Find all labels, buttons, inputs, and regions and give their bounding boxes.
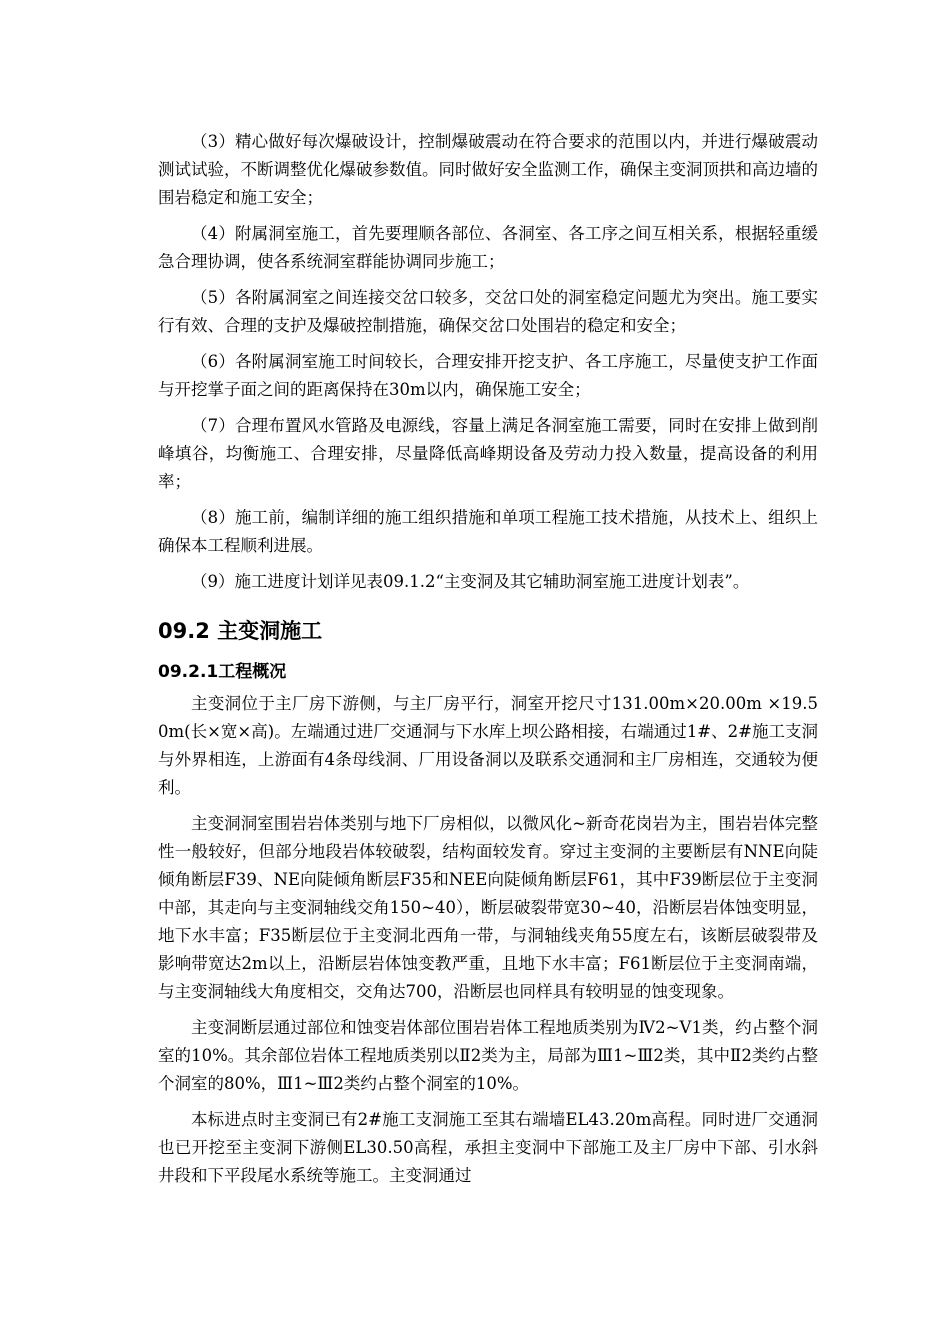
measure-item-8: （8）施工前，编制详细的施工组织措施和单项工程施工技术措施，从技术上、组织上确保本工程顺利进展。 bbox=[158, 508, 818, 555]
measure-item-9: （9）施工进度计划详见表09.1.2“主变洞及其它辅助洞室施工进度计划表”。 bbox=[191, 572, 750, 591]
body-paragraph-geology: 主变洞洞室围岩岩体类别与地下厂房相似，以微风化~新奇花岗岩为主，围岩岩体完整性一般较好，但部分地段岩体较破裂，结构面较发育。穿过主变洞的主要断层有NNE向陡倾角断层F39、NE向陡倾角断层F35和NEE向陡倾角断层F61，其中F39断层位于主变洞中部，其走向与主变洞轴线交角150~40），断层破裂带宽30~40，沿断层岩体蚀变明显，地下水丰富；F35断层位于主变洞北西角一带，与洞轴线夹角55度左右，该断层破裂带及影响带宽达2m以上，沿断层岩体蚀变教严重，且地下水丰富；F61断层位于主变洞南端，与主变洞轴线大角度相交，交角达700，沿断层也同样具有较明显的蚀变现象。 bbox=[158, 814, 818, 1001]
body-paragraph-overview: 主变洞位于主厂房下游侧，与主厂房平行，洞室开挖尺寸131.00m×20.00m ×19.50m(长×宽×高)。左端通过进厂交通洞与下水库上坝公路相接，右端通过1#、2#施工支洞与外界相连，上游面有4条母线洞、厂用设备洞以及联系交通洞和主厂房相连，交通较为便利。 bbox=[158, 694, 818, 797]
page-content bbox=[158, 128, 818, 1198]
measure-item-3: （3）精心做好每次爆破设计，控制爆破震动在符合要求的范围以内，并进行爆破震动测试试验，不断调整优化爆破参数值。同时做好安全监测工作，确保主变洞顶拱和高边墙的围岩稳定和施工安全； bbox=[158, 132, 818, 207]
subsection-heading: 09.2.1工程概况 bbox=[158, 662, 287, 682]
measure-item-7: （7）合理布置风水管路及电源线，容量上满足各洞室施工需要，同时在安排上做到削峰填谷，均衡施工、合理安排，尽量降低高峰期设备及劳动力投入数量，提高设备的利用率； bbox=[158, 416, 818, 491]
body-paragraph-status: 本标进点时主变洞已有2#施工支洞施工至其右端墙EL43.20m高程。同时进厂交通洞也已开挖至主变洞下游侧EL30.50高程，承担主变洞中下部施工及主厂房中下部、引水斜井段和下平段尾水系统等施工。主变洞通过 bbox=[158, 1110, 818, 1185]
measure-item-5: （5）各附属洞室之间连接交岔口较多，交岔口处的洞室稳定问题尤为突出。施工要实行有效、合理的支护及爆破控制措施，确保交岔口处围岩的稳定和安全； bbox=[158, 288, 818, 335]
body-paragraph-rock-class: 主变洞断层通过部位和蚀变岩体部位围岩岩体工程地质类别为Ⅳ2~Ⅴ1类，约占整个洞室的10%。其余部位岩体工程地质类别以Ⅱ2类为主，局部为Ⅲ1~Ⅲ2类，其中Ⅱ2类约占整个洞室的80%，Ⅲ1~Ⅲ2类约占整个洞室的10%。 bbox=[158, 1018, 818, 1093]
section-heading: 09.2 主变洞施工 bbox=[158, 619, 323, 643]
measure-item-4: （4）附属洞室施工，首先要理顺各部位、各洞室、各工序之间互相关系，根据轻重缓急合理协调，使各系统洞室群能协调同步施工； bbox=[158, 224, 818, 271]
measure-item-6: （6）各附属洞室施工时间较长，合理安排开挖支护、各工序施工，尽量使支护工作面与开挖掌子面之间的距离保持在30m以内，确保施工安全； bbox=[158, 352, 818, 399]
